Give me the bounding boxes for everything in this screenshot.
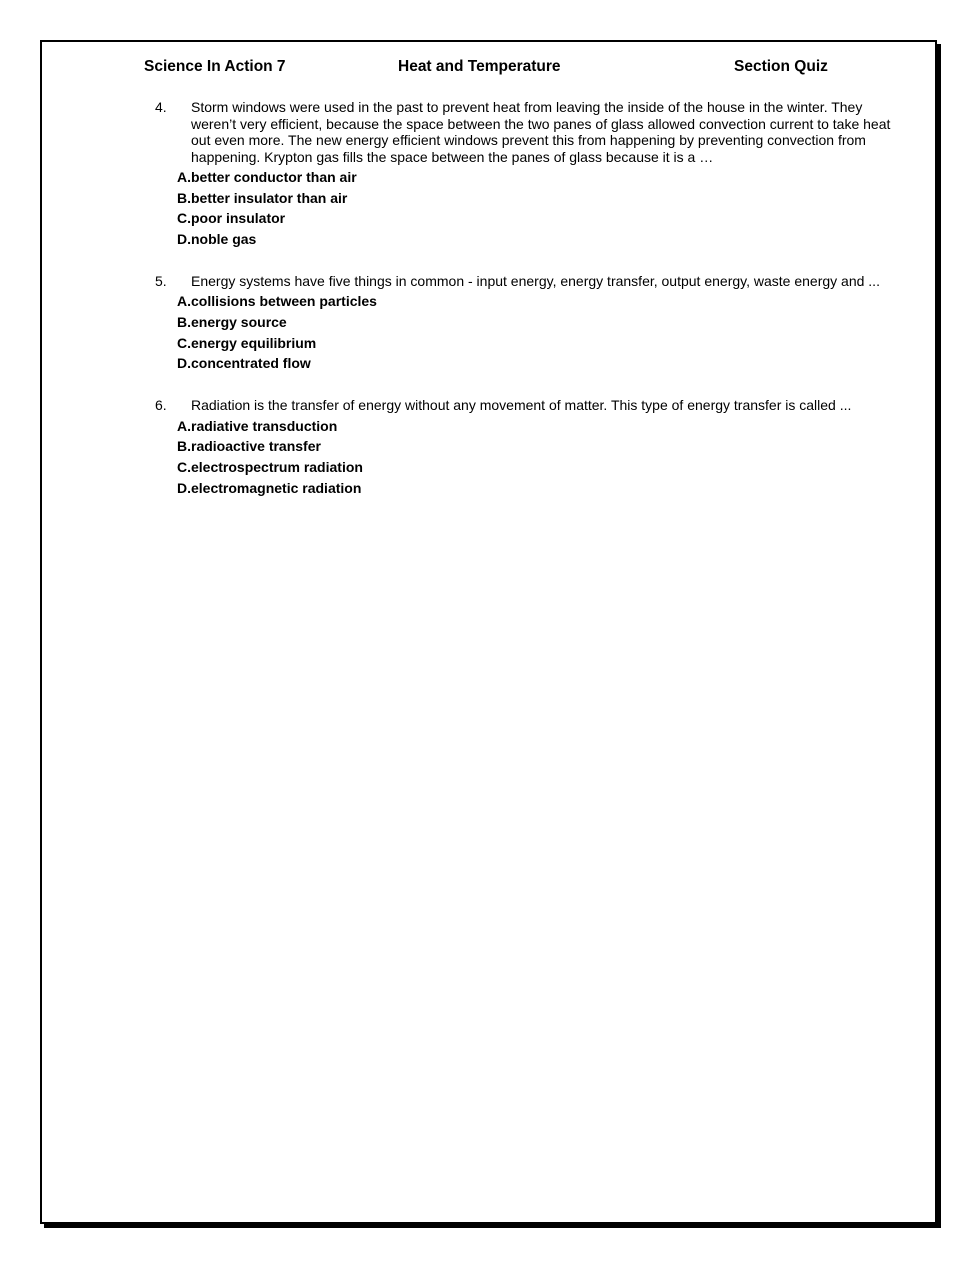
answer-option-a — [155, 169, 895, 190]
option-text: collisions between particles — [191, 293, 377, 310]
question-stem — [155, 273, 895, 290]
question-5 — [155, 273, 895, 376]
question-list — [155, 99, 895, 521]
answer-option-c — [155, 210, 895, 231]
option-letter: A. — [177, 293, 191, 310]
answer-option-c — [155, 335, 895, 356]
answer-option-a — [155, 293, 895, 314]
question-text: Radiation is the transfer of energy without any movement of matter. This type of energy transfer is called ... — [191, 397, 852, 413]
option-text: electromagnetic radiation — [191, 479, 362, 496]
option-letter: A. — [177, 417, 191, 434]
option-text: energy equilibrium — [191, 334, 317, 351]
unit-title: Heat and Temperature — [398, 58, 561, 75]
answer-option-d — [155, 480, 895, 501]
option-letter: C. — [177, 334, 191, 351]
question-number: 6. — [155, 397, 167, 413]
option-text: energy source — [191, 313, 287, 330]
question-number: 5. — [155, 272, 167, 289]
answer-options — [155, 293, 895, 376]
question-text: Storm windows were used in the past to prevent heat from leaving the inside of the house in the winter. They weren’t very efficient, because the space between the two panes of glass allowed convection current to take heat out even more. The new energy efficient windows prevent this from happening by preventing convection from happening. Krypton gas fills the space between the panes of glass because it is a … — [191, 99, 891, 165]
option-letter: B. — [177, 189, 191, 206]
answer-option-b — [155, 438, 895, 459]
course-title: Science In Action 7 — [144, 58, 286, 75]
option-text: radioactive transfer — [191, 438, 321, 455]
option-text: radiative transduction — [191, 417, 338, 434]
question-text: Energy systems have five things in common - input energy, energy transfer, output energy, waste energy and ... — [191, 272, 880, 289]
option-text: poor insulator — [191, 210, 286, 227]
answer-option-b — [155, 190, 895, 211]
question-stem — [155, 99, 895, 165]
option-text: electrospectrum radiation — [191, 458, 363, 475]
option-text: noble gas — [191, 231, 257, 248]
answer-options — [155, 169, 895, 252]
question-6 — [155, 397, 895, 500]
option-letter: D. — [177, 231, 191, 248]
question-4 — [155, 99, 895, 252]
answer-option-a — [155, 418, 895, 439]
option-text: better conductor than air — [191, 169, 357, 185]
option-letter: D. — [177, 479, 191, 496]
page-header — [0, 58, 979, 80]
option-text: concentrated flow — [191, 355, 311, 372]
answer-option-d — [155, 231, 895, 252]
answer-option-b — [155, 314, 895, 335]
question-number: 4. — [155, 99, 167, 115]
option-letter: B. — [177, 313, 191, 330]
answer-options — [155, 418, 895, 501]
quiz-type-label: Section Quiz — [734, 58, 828, 75]
answer-option-c — [155, 459, 895, 480]
option-letter: D. — [177, 355, 191, 372]
option-letter: B. — [177, 438, 191, 455]
option-letter: C. — [177, 458, 191, 475]
answer-option-d — [155, 355, 895, 376]
option-text: better insulator than air — [191, 189, 348, 206]
option-letter: A. — [177, 169, 191, 185]
option-letter: C. — [177, 210, 191, 227]
question-stem — [155, 397, 895, 414]
